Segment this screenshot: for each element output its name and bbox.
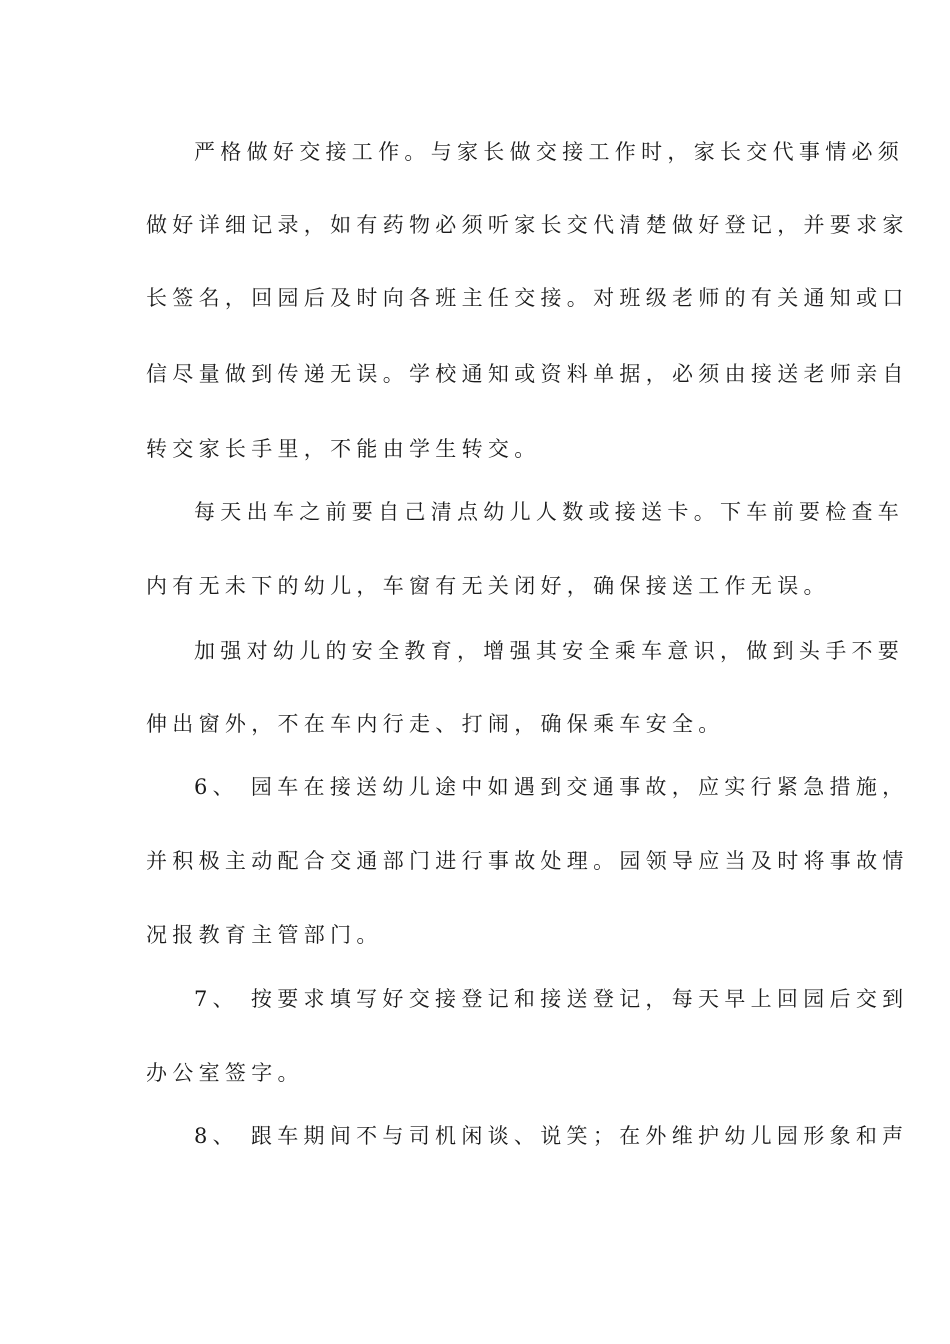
paragraph-1-line-3: 长签名，回园后及时向各班主任交接。对班级老师的有关通知或口 (146, 286, 909, 310)
paragraph-3-line-2: 伸出窗外，不在车内行走、打闹，确保乘车安全。 (146, 712, 725, 736)
paragraph-item-8-line-1: 8、 跟车期间不与司机闲谈、说笑；在外维护幼儿园形象和声 (194, 1124, 909, 1148)
paragraph-3-line-1: 加强对幼儿的安全教育，增强其安全乘车意识，做到头手不要 (194, 639, 905, 663)
paragraph-item-7-line-1: 7、 按要求填写好交接登记和接送登记，每天早上回园后交到 (194, 987, 909, 1011)
paragraph-1-line-5: 转交家长手里，不能由学生转交。 (146, 437, 541, 461)
paragraph-item-6-line-1: 6、 园车在接送幼儿途中如遇到交通事故，应实行紧急措施， (194, 775, 909, 799)
paragraph-1-line-1: 严格做好交接工作。与家长做交接工作时，家长交代事情必须 (194, 140, 905, 164)
paragraph-2-line-1: 每天出车之前要自己清点幼儿人数或接送卡。下车前要检查车 (194, 500, 905, 524)
paragraph-item-6-line-3: 况报教育主管部门。 (146, 923, 383, 947)
paragraph-2-line-2: 内有无未下的幼儿，车窗有无关闭好，确保接送工作无误。 (146, 574, 830, 598)
paragraph-item-7-line-2: 办公室签字。 (146, 1061, 304, 1085)
paragraph-1-line-2: 做好详细记录，如有药物必须听家长交代清楚做好登记，并要求家 (146, 213, 909, 237)
paragraph-item-6-line-2: 并积极主动配合交通部门进行事故处理。园领导应当及时将事故情 (146, 849, 909, 873)
paragraph-1-line-4: 信尽量做到传递无误。学校通知或资料单据，必须由接送老师亲自 (146, 362, 909, 386)
